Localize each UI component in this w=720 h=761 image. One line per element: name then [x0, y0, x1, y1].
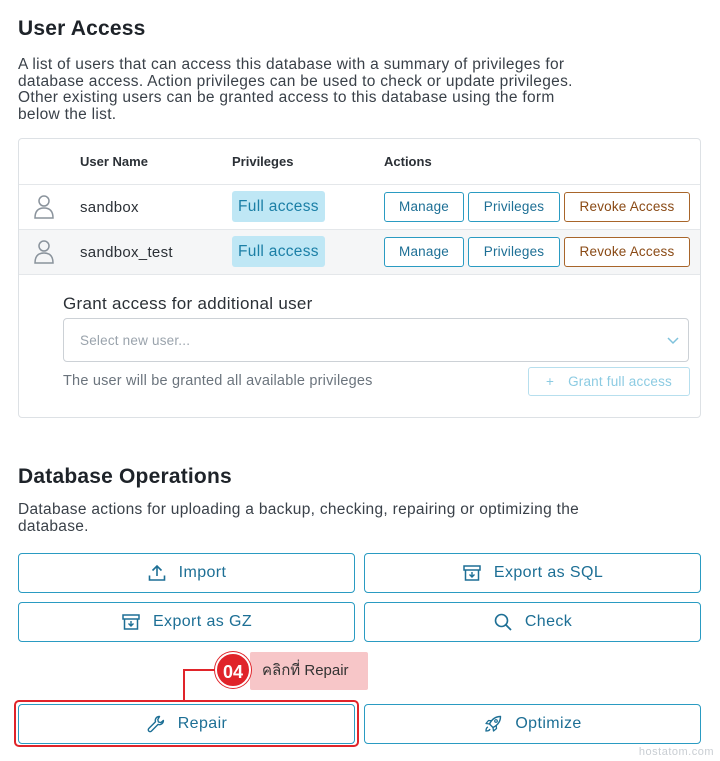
grant-button-label: Grant full access	[568, 374, 673, 389]
select-new-user[interactable]	[63, 318, 689, 362]
callout-label: คลิกที่ Repair	[250, 652, 368, 690]
callout-step-number: 04	[215, 652, 251, 688]
optimize-label: Optimize	[515, 715, 582, 732]
database-operations-description: Database actions for uploading a backup, checking, repairing or optimizing the database.	[18, 501, 580, 535]
watermark: hostatom.com	[638, 746, 714, 758]
column-actions: Actions	[384, 154, 432, 169]
grant-full-access-button[interactable]	[528, 367, 690, 396]
export-gz-button[interactable]	[18, 602, 355, 642]
user-icon	[33, 194, 55, 220]
table-header	[19, 139, 700, 185]
user-name: sandbox_test	[80, 244, 173, 261]
archive-icon	[462, 563, 482, 583]
upload-icon	[147, 563, 167, 583]
grant-access-title: Grant access for additional user	[63, 294, 313, 313]
export-sql-button[interactable]	[364, 553, 701, 593]
revoke-access-button[interactable]: Revoke Access	[564, 192, 690, 222]
table-row	[19, 230, 700, 275]
plus-icon: +	[545, 374, 555, 389]
repair-button[interactable]	[18, 704, 355, 744]
callout-connector	[183, 670, 185, 700]
privileges-button[interactable]: Privileges	[468, 192, 560, 222]
search-icon	[493, 612, 513, 632]
column-user-name: User Name	[80, 154, 148, 169]
import-label: Import	[178, 564, 227, 581]
user-name: sandbox	[80, 199, 139, 216]
check-button[interactable]	[364, 602, 701, 642]
column-privileges: Privileges	[232, 154, 294, 169]
user-access-description: A list of users that can access this database with a summary of privileges for database access. Action privileges can be used to check or update privileges. Other existing users can be granted access to this database using the form below the list.	[18, 56, 573, 123]
check-label: Check	[524, 613, 573, 630]
privilege-badge: Full access	[232, 191, 325, 222]
user-access-table	[18, 138, 701, 418]
export-sql-label: Export as SQL	[493, 564, 604, 581]
export-gz-label: Export as GZ	[152, 613, 253, 630]
grant-note: The user will be granted all available privileges	[63, 373, 373, 389]
wrench-icon	[146, 714, 166, 734]
user-access-title: User Access	[18, 17, 146, 40]
table-row	[19, 185, 700, 230]
repair-label: Repair	[177, 715, 228, 732]
revoke-access-button[interactable]: Revoke Access	[564, 237, 690, 267]
select-placeholder: Select new user...	[80, 333, 191, 348]
rocket-icon	[483, 714, 503, 734]
database-operations-title: Database Operations	[18, 465, 232, 488]
privilege-badge: Full access	[232, 236, 325, 267]
manage-button[interactable]: Manage	[384, 192, 464, 222]
import-button[interactable]	[18, 553, 355, 593]
privileges-button[interactable]: Privileges	[468, 237, 560, 267]
optimize-button[interactable]	[364, 704, 701, 744]
callout-connector	[183, 669, 219, 671]
user-icon	[33, 239, 55, 265]
manage-button[interactable]: Manage	[384, 237, 464, 267]
chevron-down-icon	[666, 333, 680, 347]
archive-icon	[121, 612, 141, 632]
